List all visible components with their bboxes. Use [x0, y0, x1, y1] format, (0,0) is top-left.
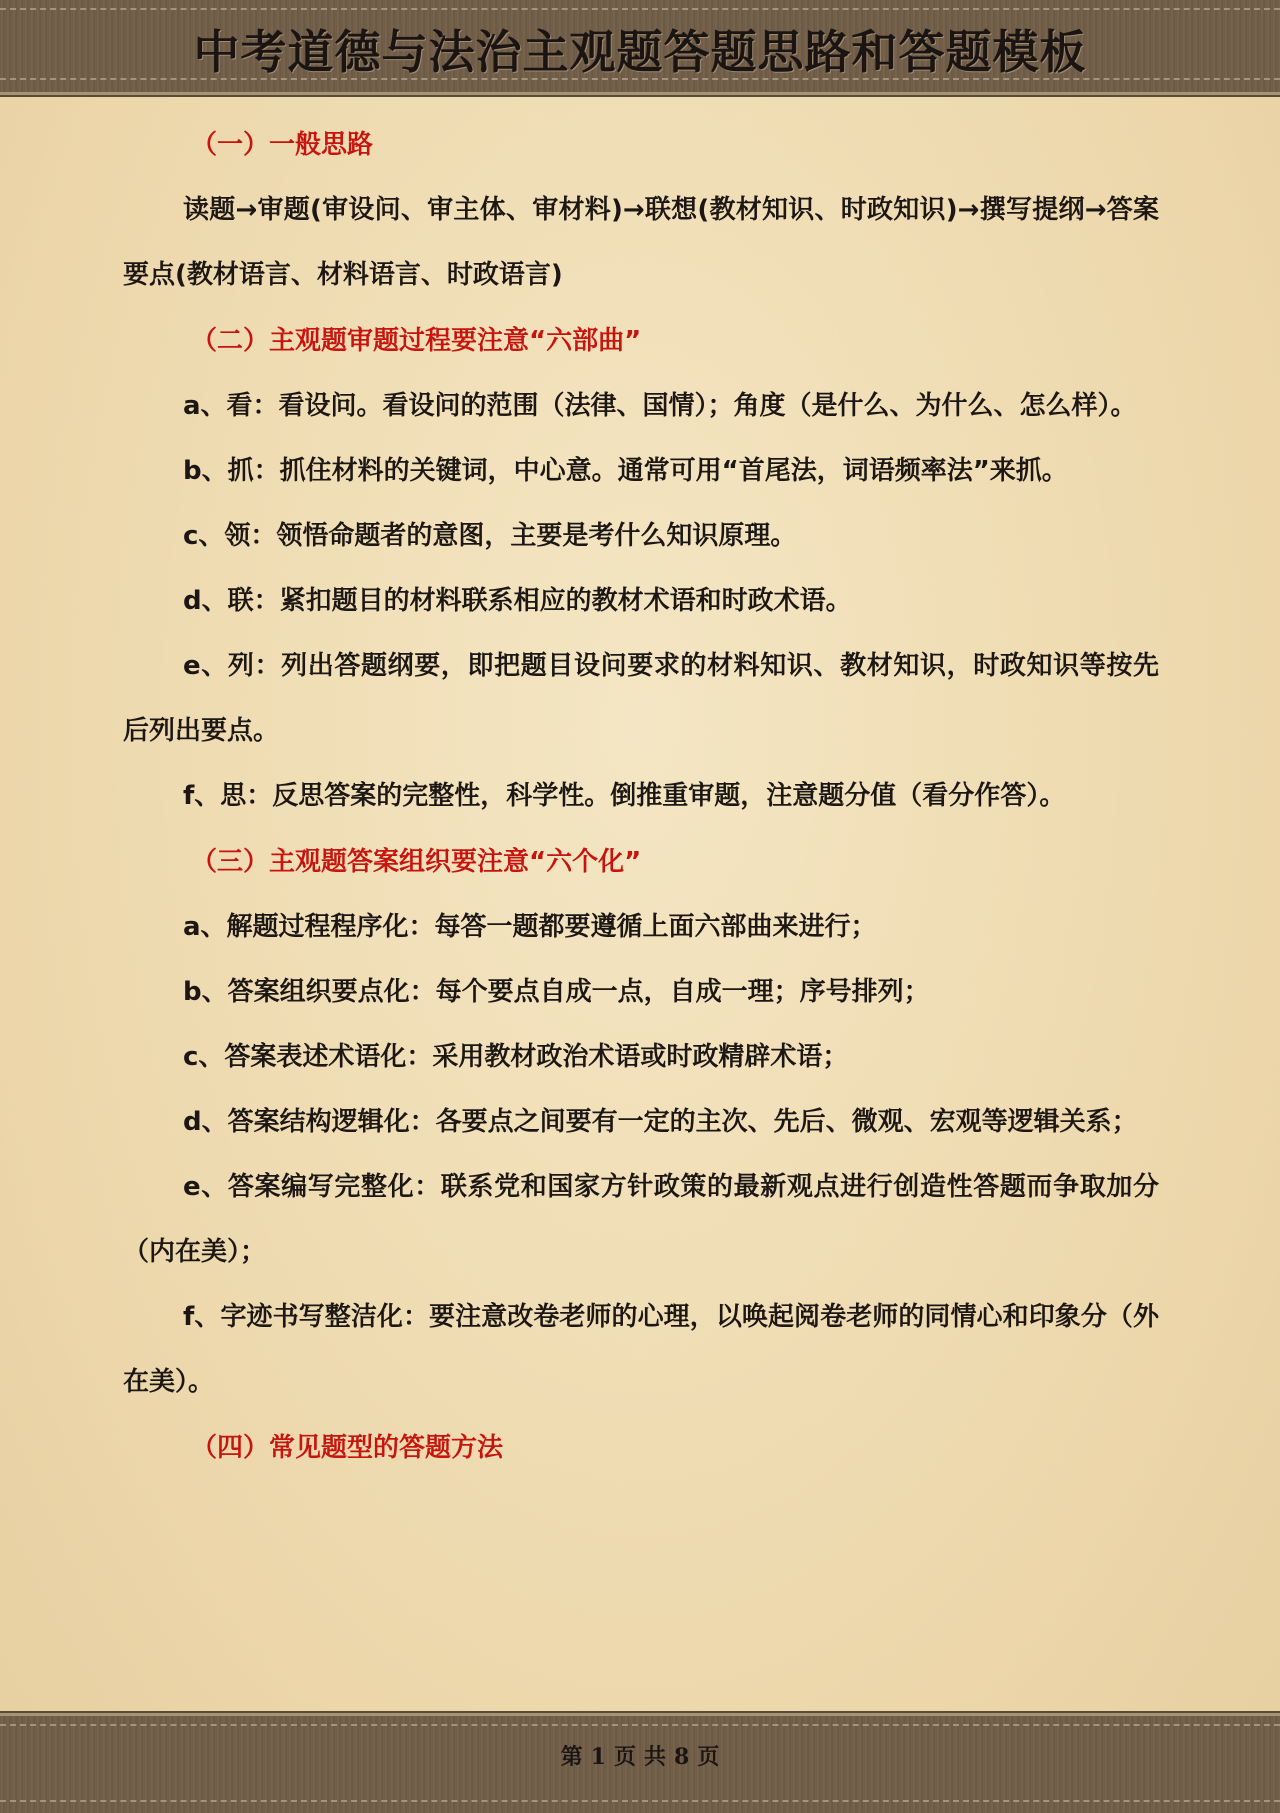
section-heading-1: （一）一般思路: [191, 130, 374, 160]
page-current-number: 1: [590, 1744, 606, 1770]
step-d-paragraph: d、联：紧扣题目的材料联系相应的教材术语和时政术语。: [183, 586, 852, 616]
page-label-di: 第: [560, 1744, 583, 1770]
six-a-paragraph: a、解题过程程序化：每答一题都要遵循上面六部曲来进行；: [183, 912, 877, 942]
document-title: 中考道德与法治主观题答题思路和答题模板: [193, 25, 1087, 79]
step-b-paragraph: b、抓：抓住材料的关键词，中心意。通常可用“首尾法，词语频率法”来抓。: [183, 456, 1068, 486]
step-a-paragraph: a、看：看设问。看设问的范围（法律、国情）；角度（是什么、为什么、怎么样）。: [183, 391, 1137, 421]
six-c-paragraph: c、答案表述术语化：采用教材政治术语或时政精辟术语；: [183, 1042, 849, 1072]
six-f-paragraph: f、字迹书写整洁化：要注意改卷老师的心理，以唤起阅卷老师的同情心和印象分（外在美）。: [123, 1302, 1159, 1397]
page-label-ye: 页: [613, 1744, 636, 1770]
page-label-ye-2: 页: [697, 1744, 720, 1770]
general-approach-paragraph: 读题→审题(审设问、审主体、审材料)→联想(教材知识、时政知识)→撰写提纲→答案要点(教材语言、材料语言、时政语言): [123, 195, 1159, 290]
section-heading-2: （二）主观题审题过程要注意“六部曲”: [191, 326, 642, 356]
page-total-number: 8: [674, 1744, 690, 1770]
step-c-paragraph: c、领：领悟命题者的意图，主要是考什么知识原理。: [183, 521, 797, 551]
footer-stitch-bottom: [0, 1800, 1280, 1802]
six-e-paragraph: e、答案编写完整化：联系党和国家方针政策的最新观点进行创造性答题而争取加分（内在美）；: [123, 1172, 1159, 1267]
step-e-paragraph: e、列：列出答题纲要，即把题目设问要求的材料知识、教材知识，时政知识等按先后列出要点。: [123, 651, 1159, 746]
step-f-paragraph: f、思：反思答案的完整性，科学性。倒推重审题，注意题分值（看分作答）。: [183, 781, 1066, 811]
page-indicator: [0, 1740, 1280, 1771]
page-label-gong: 共: [644, 1744, 667, 1770]
header-stitch-top: [0, 8, 1280, 10]
six-b-paragraph: b、答案组织要点化：每个要点自成一点，自成一理；序号排列；: [183, 977, 930, 1007]
footer-stitch-top: [0, 1724, 1280, 1726]
six-d-paragraph: d、答案结构逻辑化：各要点之间要有一定的主次、先后、微观、宏观等逻辑关系；: [183, 1107, 1138, 1137]
section-heading-4: （四）常见题型的答题方法: [191, 1433, 504, 1463]
section-heading-3: （三）主观题答案组织要注意“六个化”: [191, 847, 642, 877]
document-body: [123, 112, 1159, 1481]
